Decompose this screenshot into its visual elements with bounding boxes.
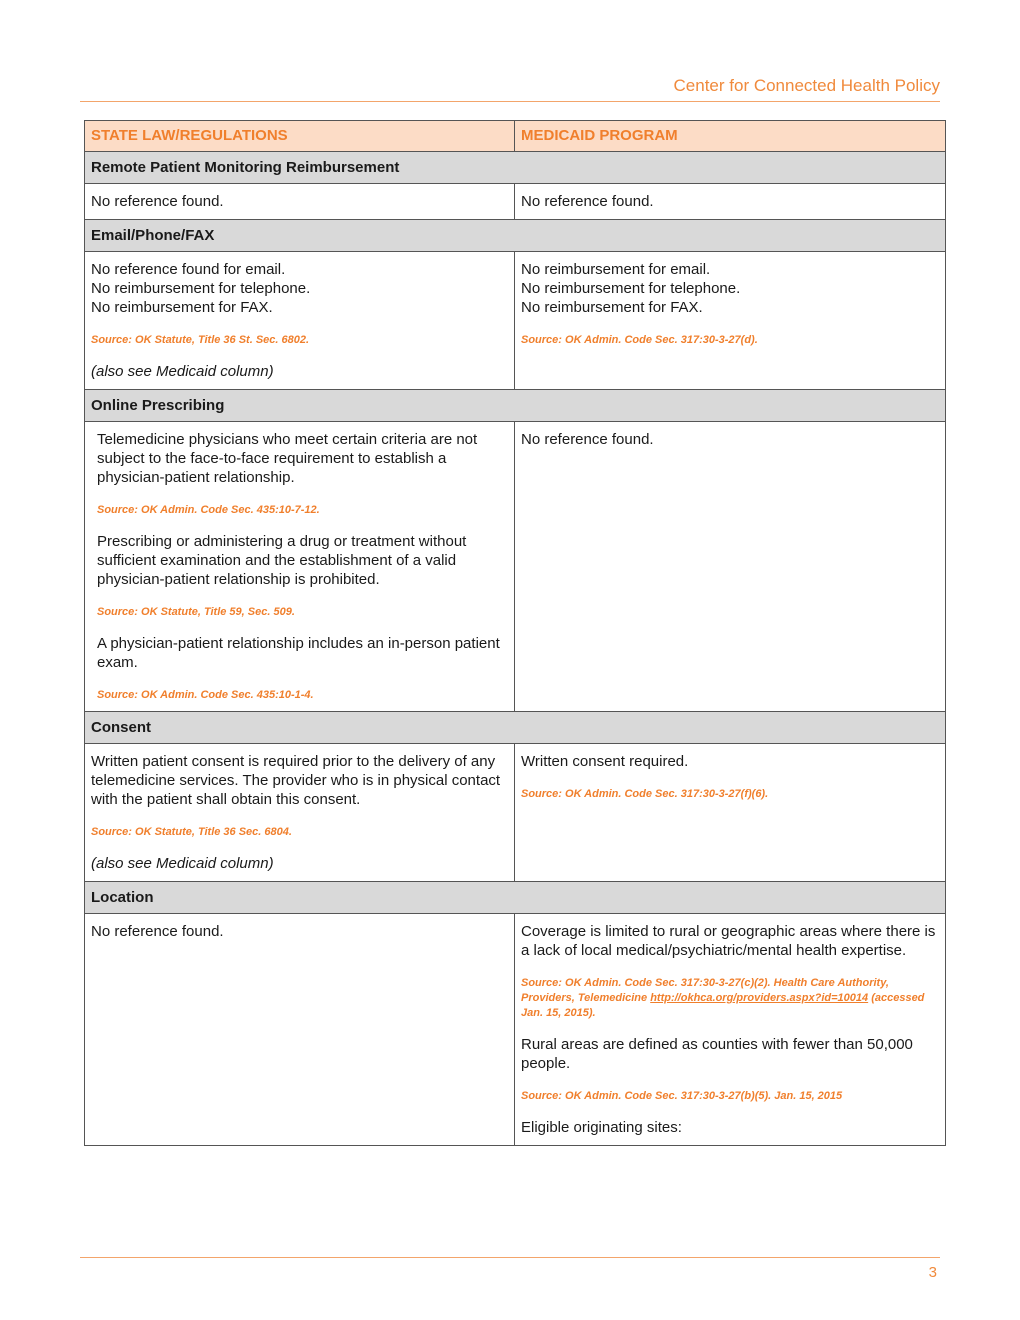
cell-line: No reimbursement for telephone. [91, 280, 311, 297]
section-title: Remote Patient Monitoring Reimbursement [85, 152, 946, 184]
cell-text: Eligible originating sites: [521, 1119, 682, 1136]
cell-text: Written consent required. [521, 753, 689, 770]
cell-text: A physician-patient relationship includes an in-person patient exam. [97, 635, 500, 671]
source-citation: Source: OK Admin. Code Sec. 317:30-3-27(f)(6). [521, 788, 769, 800]
cell-text: No reference found. [521, 431, 654, 448]
cell-line: No reimbursement for FAX. [91, 299, 273, 316]
section-row-rpm [85, 152, 946, 184]
source-citation: Source: OK Admin. Code Sec. 317:30-3-27(d). [521, 334, 758, 346]
section-row-location [85, 882, 946, 914]
table-row [85, 914, 946, 1146]
table-row [85, 184, 946, 220]
medicaid-cell [515, 184, 946, 220]
policy-table [84, 120, 946, 1146]
cell-text: Prescribing or administering a drug or treatment without sufficient examination and the establishment of a valid physician-patient relationship is prohibited. [97, 533, 467, 588]
okhca-providers-link[interactable]: http://okhca.org/providers.aspx?id=10014 [650, 992, 869, 1004]
table-row [85, 252, 946, 390]
medicaid-column-header: MEDICAID PROGRAM [515, 121, 946, 152]
page-number: 3 [928, 1264, 937, 1281]
cell-line: No reimbursement for email. [521, 261, 711, 278]
section-row-prescribing [85, 390, 946, 422]
state-cell [85, 744, 515, 882]
cell-text: Written patient consent is required prior to the delivery of any telemedicine services. The provider who is in physical contact with the patient shall obtain this consent. [91, 753, 501, 808]
source-citation: Source: OK Admin. Code Sec. 435:10-7-12. [97, 504, 320, 516]
state-cell [85, 914, 515, 1146]
source-text: (accessed Jan. 15, 2015). [521, 992, 925, 1019]
cell-line: No reimbursement for telephone. [521, 280, 741, 297]
column-header-row [85, 121, 946, 152]
source-citation: Source: OK Statute, Title 59, Sec. 509. [97, 606, 295, 618]
state-cell [85, 422, 515, 712]
section-row-email [85, 220, 946, 252]
source-citation: Source: OK Statute, Title 36 Sec. 6804. [91, 826, 292, 838]
page-header-title: Center for Connected Health Policy [673, 76, 940, 95]
source-citation: Source: OK Admin. Code Sec. 317:30-3-27(b)(5). Jan. 15, 2015 [521, 1090, 843, 1102]
medicaid-cell [515, 422, 946, 712]
section-title: Email/Phone/FAX [85, 220, 946, 252]
cell-text: Telemedicine physicians who meet certain criteria are not subject to the face-to-face requirement to establish a physician-patient relationship. [97, 431, 478, 486]
source-citation [521, 976, 939, 1021]
cell-text: No reference found. [521, 193, 654, 210]
source-text: Source: OK Admin. Code Sec. 317:30-3-27(c)(2). Health Care Authority, Providers, Telemedicine [521, 977, 889, 1004]
section-title: Online Prescribing [85, 390, 946, 422]
cell-text: No reference found. [91, 193, 224, 210]
header-divider [80, 101, 940, 102]
cell-text: Coverage is limited to rural or geographic areas where there is a lack of local medical/psychiatric/mental health expertise. [521, 923, 936, 959]
state-cell [85, 252, 515, 390]
source-citation: Source: OK Statute, Title 36 St. Sec. 6802. [91, 334, 310, 346]
section-row-consent [85, 712, 946, 744]
medicaid-cell [515, 914, 946, 1146]
table-row [85, 422, 946, 712]
footer-divider [80, 1257, 940, 1258]
section-title: Location [85, 882, 946, 914]
cell-line: No reimbursement for FAX. [521, 299, 703, 316]
cross-reference-note: (also see Medicaid column) [91, 363, 274, 380]
cell-line: No reference found for email. [91, 261, 286, 278]
section-title: Consent [85, 712, 946, 744]
medicaid-cell [515, 744, 946, 882]
state-cell [85, 184, 515, 220]
table-row [85, 744, 946, 882]
medicaid-cell [515, 252, 946, 390]
cross-reference-note: (also see Medicaid column) [91, 855, 274, 872]
cell-text: No reference found. [91, 923, 224, 940]
source-citation: Source: OK Admin. Code Sec. 435:10-1-4. [97, 689, 314, 701]
cell-text: Rural areas are defined as counties with fewer than 50,000 people. [521, 1036, 913, 1072]
state-law-column-header: STATE LAW/REGULATIONS [85, 121, 515, 152]
